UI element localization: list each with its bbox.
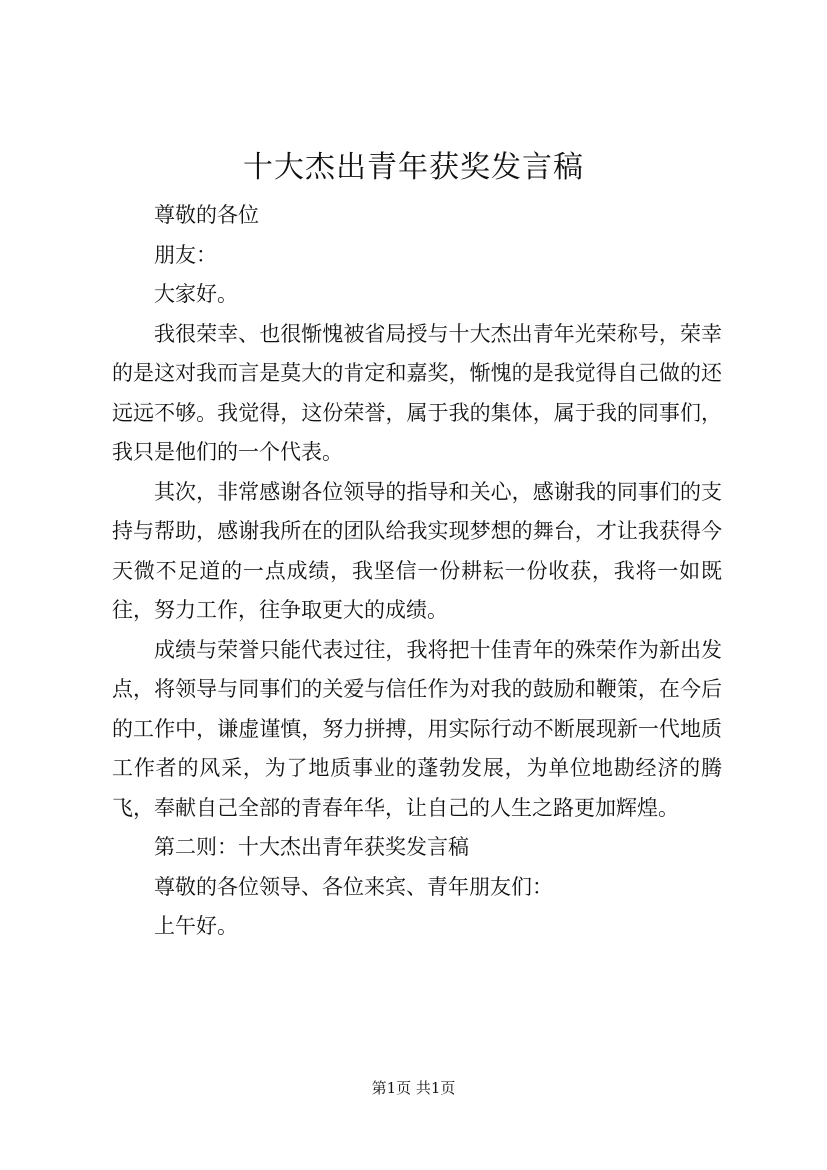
salutation-line: 朋友： xyxy=(154,242,217,267)
body-paragraph: 成绩与荣誉只能代表过往，我将把十佳青年的殊荣作为新出发点，将领导与同事们的关爱与信任作为对我的鼓励和鞭策，在今后的工作中，谦虚谨慎，努力拼搏，用实际行动不断展现新一代地质工作者的风采，为了地质事业的蓬勃发展，为单位地勘经济的腾飞，奉献自己全部的青春年华，让自己的人生之路更加辉煌。 xyxy=(112,637,722,820)
greeting-line: 上午好。 xyxy=(154,914,238,938)
body-paragraph: 我很荣幸、也很惭愧被省局授与十大杰出青年光荣称号，荣幸的是这对我而言是莫大的肯定和嘉奖，惭愧的是我觉得自己做的还远远不够。我觉得，这份荣誉，属于我的集体，属于我的同事们，我只是他们的一个代表。 xyxy=(112,321,722,464)
document-title: 十大杰出青年获奖发言稿 xyxy=(243,150,584,185)
greeting-line: 大家好。 xyxy=(154,282,238,306)
page-number-footer: 第1页 共1页 xyxy=(371,1079,456,1097)
salutation-line: 尊敬的各位领导、各位来宾、青年朋友们： xyxy=(154,874,553,899)
section-heading: 第二则：十大杰出青年获奖发言稿 xyxy=(154,835,469,859)
document-body xyxy=(112,196,722,947)
body-paragraph: 其次，非常感谢各位领导的指导和关心，感谢我的同事们的支持与帮助，感谢我所在的团队给我实现梦想的舞台，才让我获得今天微不足道的一点成绩，我坚信一份耕耘一份收获，我将一如既往，努力工作，往争取更大的成绩。 xyxy=(112,479,722,622)
salutation-line: 尊敬的各位 xyxy=(154,203,259,227)
